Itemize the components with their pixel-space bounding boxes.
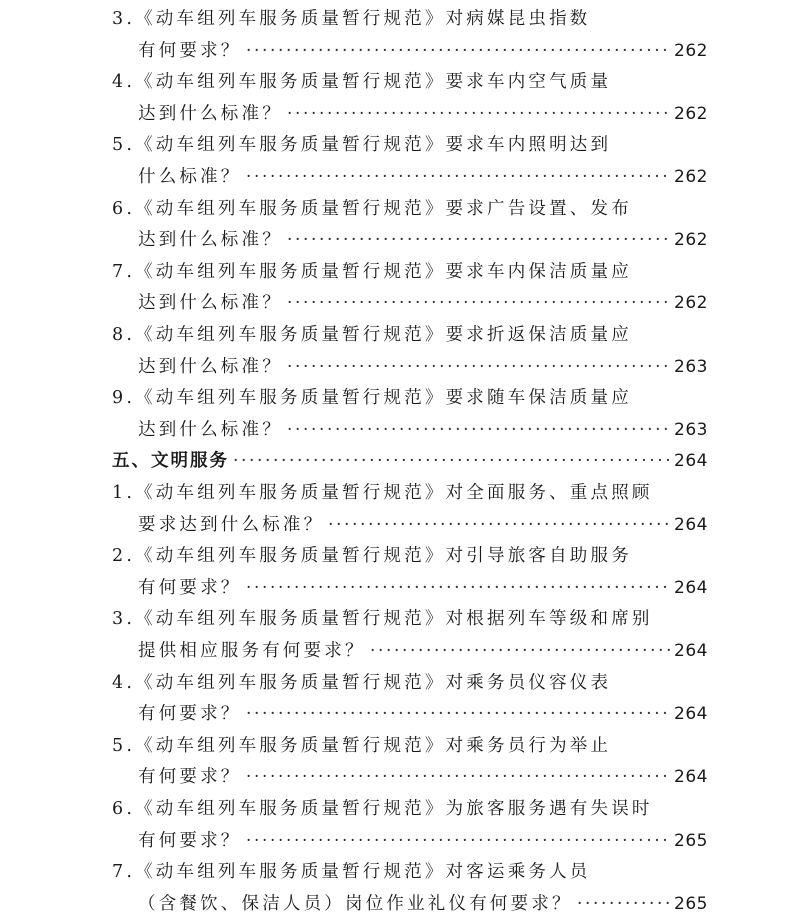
toc-entry-line1 <box>0 857 800 887</box>
toc-entry-line2 <box>0 352 800 382</box>
toc-entry-line1 <box>0 604 800 634</box>
page-number: 264 <box>674 704 708 725</box>
toc-entry-line2 <box>0 826 800 856</box>
toc-entry-line2-text: 什么标准？ <box>138 167 242 187</box>
toc-entry-line2-text: 有何要求？ <box>138 830 242 851</box>
toc-entry-line1-text: 4.《动车组列车服务质量暂行规范》对乘务员仪容仪表 <box>112 672 612 693</box>
toc-entry-line2 <box>0 889 800 919</box>
toc-entry-line1-text: 7.《动车组列车服务质量暂行规范》要求车内保洁质量应 <box>112 261 632 282</box>
toc-entry-line2 <box>0 225 800 255</box>
toc-entry-line2-text: 要求达到什么标准？ <box>138 514 325 535</box>
toc-entry-line1 <box>0 668 800 698</box>
leader-dots <box>246 573 670 603</box>
leader-dots <box>246 162 670 192</box>
leader-dots <box>370 636 670 666</box>
toc-entry-line1-text: 6.《动车组列车服务质量暂行规范》为旅客服务遇有失误时 <box>112 799 653 819</box>
page-number: 264 <box>674 577 708 598</box>
leader-dots <box>577 889 670 919</box>
page-number: 262 <box>674 40 708 61</box>
page-number: 265 <box>674 893 708 914</box>
leader-dots <box>328 510 670 540</box>
page-number: 264 <box>674 641 708 661</box>
leader-dots <box>233 446 670 476</box>
toc-entry-line2 <box>0 573 800 603</box>
toc-entry-line2-text: 有何要求？ <box>138 767 242 788</box>
toc-entry-line1 <box>0 383 800 413</box>
leader-dots <box>246 826 670 856</box>
toc-entry-line1 <box>0 194 800 224</box>
toc-entry-line1 <box>0 478 800 508</box>
leader-dots <box>287 225 670 255</box>
leader-dots <box>287 288 670 318</box>
toc-entry-line1-text: 6.《动车组列车服务质量暂行规范》要求广告设置、发布 <box>112 198 632 219</box>
toc-entry-line2-text: 有何要求？ <box>138 577 242 598</box>
leader-dots <box>287 99 670 129</box>
toc-entry-line1-text: 3.《动车组列车服务质量暂行规范》对根据列车等级和席别 <box>112 609 653 630</box>
toc-entry-line1 <box>0 257 800 287</box>
toc-entry-line1-text: 4.《动车组列车服务质量暂行规范》要求车内空气质量 <box>112 72 612 93</box>
toc-entry-line2-text: 达到什么标准？ <box>138 230 283 251</box>
leader-dots <box>287 415 670 445</box>
page-number: 262 <box>674 293 708 314</box>
toc-entry-line1-text: 5.《动车组列车服务质量暂行规范》要求车内照明达到 <box>112 135 612 156</box>
toc-entry-line2 <box>0 636 800 666</box>
toc-entry-line2 <box>0 510 800 540</box>
toc-entry-line1-text: 7.《动车组列车服务质量暂行规范》对客运乘务人员 <box>112 862 591 883</box>
toc-entry-line1 <box>0 731 800 761</box>
toc-entry-line1 <box>0 130 800 160</box>
toc-entry-line1-text: 1.《动车组列车服务质量暂行规范》对全面服务、重点照顾 <box>112 483 653 503</box>
leader-dots <box>246 762 670 792</box>
toc-entry-line2-text: 有何要求？ <box>138 704 242 725</box>
toc-entry-line1 <box>0 4 800 34</box>
toc-entry-line2-text: （含餐饮、保洁人员）岗位作业礼仪有何要求？ <box>138 893 573 914</box>
toc-section-heading <box>0 446 800 476</box>
toc-entry-line2 <box>0 699 800 729</box>
toc-entry-line1-text: 5.《动车组列车服务质量暂行规范》对乘务员行为举止 <box>112 735 612 756</box>
toc-section-heading-text: 五、文明服务 <box>112 451 229 472</box>
toc-entry-line1 <box>0 67 800 97</box>
leader-dots <box>287 352 670 382</box>
toc-entry-line2 <box>0 762 800 792</box>
page-number: 264 <box>674 451 708 472</box>
page-number: 263 <box>674 356 708 377</box>
page-number: 264 <box>674 767 708 788</box>
toc-entry-line2-text: 提供相应服务有何要求？ <box>138 641 366 661</box>
page-number: 262 <box>674 230 708 251</box>
toc-entry-line2 <box>0 162 800 192</box>
toc-entry-line2 <box>0 288 800 318</box>
toc-entry-line2-text: 有何要求？ <box>138 40 242 61</box>
toc-entry-line1 <box>0 794 800 824</box>
toc-entry-line2 <box>0 415 800 445</box>
page-number: 262 <box>674 167 708 187</box>
page-number: 263 <box>674 419 708 440</box>
toc-entry-line2-text: 达到什么标准？ <box>138 103 283 124</box>
leader-dots <box>246 36 670 66</box>
toc-entry-line1-text: 9.《动车组列车服务质量暂行规范》要求随车保洁质量应 <box>112 388 632 409</box>
toc-entry-line1 <box>0 320 800 350</box>
toc-entry-line2 <box>0 99 800 129</box>
toc-entry-line1-text: 3.《动车组列车服务质量暂行规范》对病媒昆虫指数 <box>112 9 591 29</box>
toc-entry-line2-text: 达到什么标准？ <box>138 419 283 440</box>
leader-dots <box>246 699 670 729</box>
toc-entry-line2-text: 达到什么标准？ <box>138 356 283 377</box>
toc-entry-line2 <box>0 36 800 66</box>
toc-entry-line1-text: 8.《动车组列车服务质量暂行规范》要求折返保洁质量应 <box>112 325 632 345</box>
page-number: 262 <box>674 103 708 124</box>
toc-entry-line1 <box>0 541 800 571</box>
toc-entry-line1-text: 2.《动车组列车服务质量暂行规范》对引导旅客自助服务 <box>112 546 632 567</box>
page-number: 265 <box>674 830 708 851</box>
toc-entry-line2-text: 达到什么标准？ <box>138 293 283 314</box>
page-number: 264 <box>674 514 708 535</box>
